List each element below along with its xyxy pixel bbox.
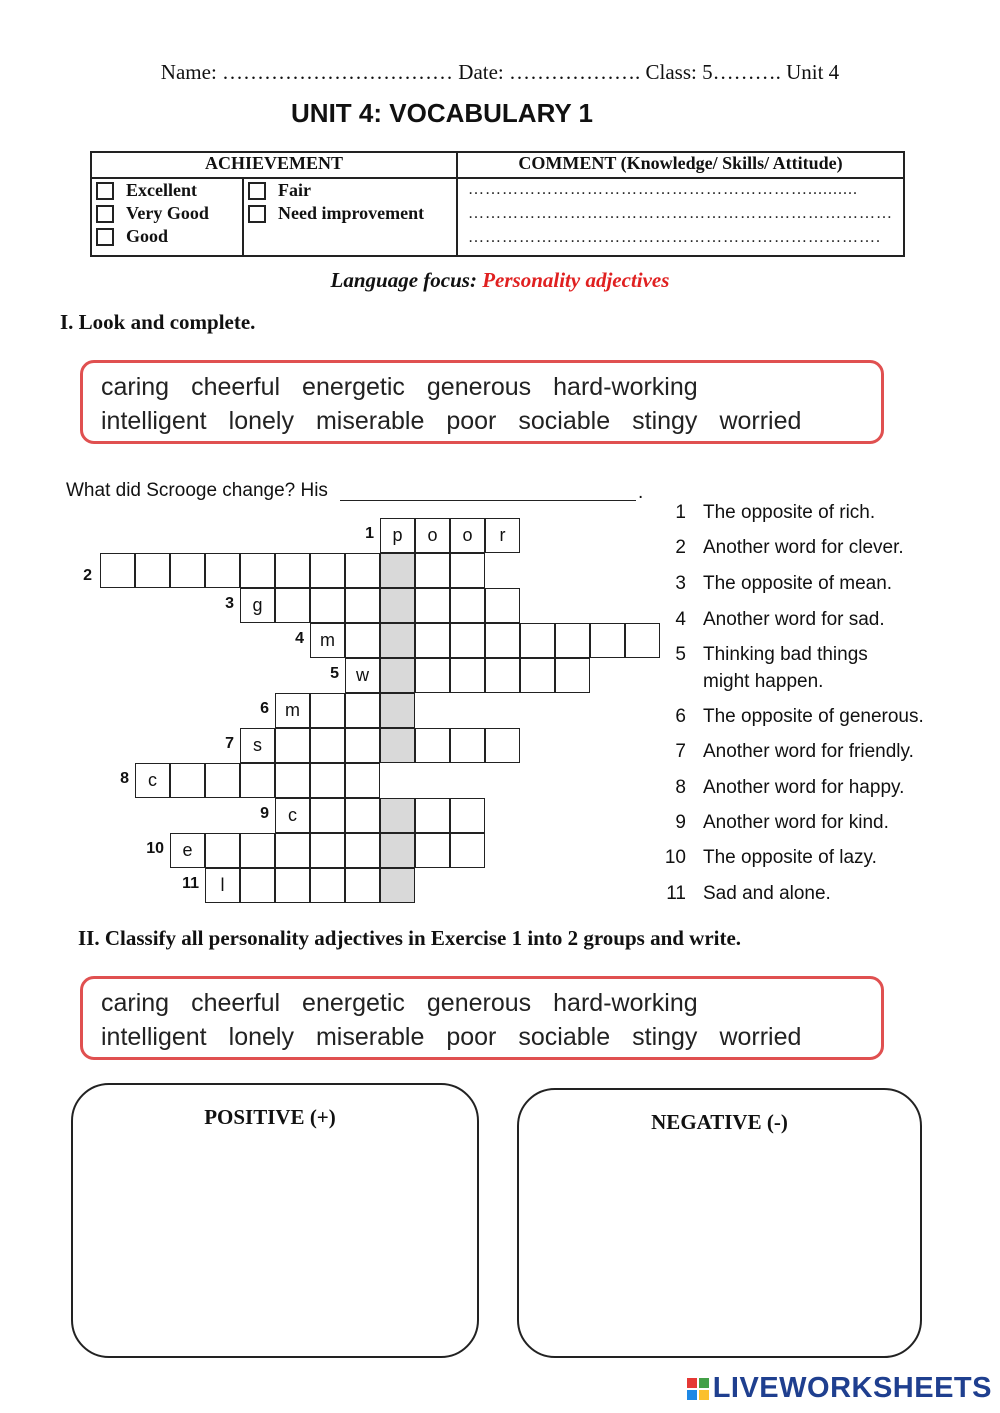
crossword-row-number: 5 <box>330 665 339 682</box>
crossword-row-number: 8 <box>120 770 129 787</box>
option-excellent[interactable]: Excellent <box>96 179 236 202</box>
crossword-cell[interactable] <box>275 868 310 903</box>
crossword-cell[interactable] <box>520 623 555 658</box>
crossword-cell[interactable] <box>310 588 345 623</box>
crossword-cell[interactable] <box>450 833 485 868</box>
comment-header: COMMENT (Knowledge/ Skills/ Attitude) <box>457 152 904 178</box>
crossword-cell[interactable] <box>345 833 380 868</box>
positive-title: POSITIVE (+) <box>204 1105 336 1129</box>
liveworksheets-logo <box>687 1372 992 1405</box>
crossword-cell[interactable] <box>345 868 380 903</box>
option-need-improvement[interactable]: Need improvement <box>248 202 450 225</box>
clue-number: 11 <box>666 883 686 904</box>
crossword-cell[interactable] <box>520 658 555 693</box>
negative-box[interactable] <box>517 1088 922 1358</box>
crossword-cell[interactable] <box>310 763 345 798</box>
crossword-cell[interactable] <box>485 728 520 763</box>
crossword-row-number: 11 <box>182 875 199 892</box>
crossword-cell[interactable] <box>380 868 415 903</box>
page-title: UNIT 4: VOCABULARY 1 <box>291 98 593 128</box>
crossword-cell[interactable] <box>415 588 450 623</box>
crossword-cell[interactable] <box>345 553 380 588</box>
crossword-cell[interactable]: s <box>240 728 275 763</box>
crossword-cell[interactable] <box>485 623 520 658</box>
crossword-cell[interactable] <box>275 553 310 588</box>
clue-text: Another word for kind. <box>703 812 889 833</box>
clue-text: Another word for friendly. <box>703 741 914 762</box>
clue-number: 6 <box>675 706 686 727</box>
clue-number: 9 <box>675 812 686 833</box>
word: stingy <box>632 1023 698 1051</box>
crossword-cell[interactable]: c <box>275 798 310 833</box>
crossword-cell[interactable] <box>275 833 310 868</box>
section2-heading: II. Classify all personality adjectives in Exercise 1 into 2 groups and write. <box>78 926 742 950</box>
word: lonely <box>228 407 294 435</box>
clue-text: The opposite of lazy. <box>703 847 877 868</box>
crossword-cell[interactable] <box>205 553 240 588</box>
crossword-cell[interactable] <box>415 728 450 763</box>
language-focus <box>0 268 1000 293</box>
crossword-cell[interactable] <box>555 658 590 693</box>
crossword-cell[interactable] <box>450 728 485 763</box>
word-bank-row <box>101 1020 881 1054</box>
word: energetic <box>302 989 405 1017</box>
crossword-row-number: 10 <box>146 840 164 857</box>
crossword-cell[interactable] <box>380 553 415 588</box>
clue-number: 10 <box>664 847 686 868</box>
clue-text: might happen. <box>703 671 824 692</box>
crossword-cell[interactable]: p <box>380 518 415 553</box>
logo-text: LIVEWORKSHEETS <box>712 1372 992 1404</box>
clue-number: 2 <box>675 537 686 558</box>
word: stingy <box>632 407 698 435</box>
crossword-cell[interactable] <box>415 553 450 588</box>
student-info-line: Name: …………………………… Date: ………………. Class: 5………. Unit 4 <box>160 60 840 84</box>
crossword-cell[interactable] <box>345 763 380 798</box>
crossword-row-number: 7 <box>225 735 234 752</box>
word: miserable <box>315 1023 425 1051</box>
word: sociable <box>518 1023 611 1051</box>
crossword-cell[interactable] <box>415 623 450 658</box>
word: generous <box>426 373 532 401</box>
word: cheerful <box>191 989 281 1017</box>
word-bank-row <box>101 986 881 1020</box>
word: intelligent <box>101 1023 207 1051</box>
clue-number: 4 <box>675 609 686 630</box>
clue-number: 1 <box>675 502 686 523</box>
crossword-row-number: 3 <box>225 595 234 612</box>
word: caring <box>101 989 170 1017</box>
crossword-cell[interactable] <box>100 553 135 588</box>
crossword-row-number: 2 <box>83 567 92 584</box>
word: poor <box>446 407 497 435</box>
clue-text: Another word for happy. <box>703 777 905 798</box>
crossword-cell[interactable] <box>450 588 485 623</box>
option-fair[interactable]: Fair <box>248 179 450 202</box>
crossword-cell[interactable] <box>380 833 415 868</box>
clue-text: The opposite of rich. <box>703 502 876 523</box>
clue-text: Another word for sad. <box>703 609 885 630</box>
crossword-cell[interactable] <box>275 728 310 763</box>
clue-number: 8 <box>675 777 686 798</box>
crossword-cell[interactable] <box>380 693 415 728</box>
crossword-cell[interactable]: g <box>240 588 275 623</box>
word-bank-1 <box>80 360 884 444</box>
crossword-cell[interactable] <box>205 833 240 868</box>
crossword-cell[interactable] <box>450 658 485 693</box>
checkbox[interactable] <box>248 205 266 223</box>
crossword-cell[interactable] <box>345 728 380 763</box>
word: lonely <box>228 1023 294 1051</box>
crossword-cell[interactable] <box>275 588 310 623</box>
crossword-row-number: 1 <box>365 525 374 542</box>
crossword-row-number: 4 <box>295 630 304 647</box>
word-bank-2 <box>80 976 884 1060</box>
word: hard-working <box>553 989 698 1017</box>
language-focus-value: Personality adjectives <box>482 268 670 292</box>
clue-text: The opposite of generous. <box>703 706 924 727</box>
section1-heading: I. Look and complete. <box>60 310 256 334</box>
crossword-cell[interactable] <box>240 833 275 868</box>
comment-line[interactable]: …………………………………………………….......... <box>468 181 858 198</box>
crossword-cell[interactable] <box>240 868 275 903</box>
word: miserable <box>315 407 425 435</box>
checkbox[interactable] <box>248 182 266 200</box>
word-bank-row <box>101 404 881 438</box>
crossword-cell[interactable] <box>310 798 345 833</box>
word: generous <box>426 989 532 1017</box>
crossword-cell[interactable] <box>380 658 415 693</box>
clue-text: The opposite of mean. <box>703 573 893 594</box>
word: cheerful <box>191 373 281 401</box>
crossword-cell[interactable] <box>590 623 625 658</box>
word: caring <box>101 373 170 401</box>
language-focus-label: Language focus: <box>330 268 477 292</box>
comment-line[interactable]: ………………………………………………………………. <box>468 229 881 246</box>
word: poor <box>446 1023 497 1051</box>
crossword-cell[interactable] <box>380 623 415 658</box>
achievement-table <box>90 151 905 257</box>
crossword-cell[interactable]: e <box>170 833 205 868</box>
crossword-cell[interactable]: l <box>205 868 240 903</box>
crossword-cell[interactable] <box>345 798 380 833</box>
crossword-cell[interactable]: m <box>275 693 310 728</box>
word: hard-working <box>553 373 698 401</box>
crossword-cell[interactable] <box>380 798 415 833</box>
crossword-cell[interactable] <box>135 553 170 588</box>
achievement-header: ACHIEVEMENT <box>91 152 457 178</box>
crossword-cell[interactable] <box>450 623 485 658</box>
crossword-cell[interactable] <box>310 833 345 868</box>
option-good[interactable]: Good <box>96 225 236 248</box>
crossword-row-number: 9 <box>260 805 269 822</box>
crossword-cell[interactable] <box>205 763 240 798</box>
crossword-cell[interactable] <box>170 763 205 798</box>
comment-line[interactable]: ………………………………………………………………… <box>468 205 893 222</box>
option-very-good[interactable]: Very Good <box>96 202 236 225</box>
word-bank-row <box>101 370 881 404</box>
crossword-cell[interactable]: o <box>450 518 485 553</box>
crossword-cell[interactable] <box>310 728 345 763</box>
crossword-cell[interactable]: o <box>415 518 450 553</box>
clue-text: Sad and alone. <box>703 883 831 904</box>
word: intelligent <box>101 407 207 435</box>
crossword-cell[interactable] <box>415 833 450 868</box>
clue-text: Another word for clever. <box>703 537 904 558</box>
crossword-cell[interactable]: w <box>345 658 380 693</box>
crossword-cell[interactable] <box>240 763 275 798</box>
positive-box[interactable] <box>71 1083 479 1358</box>
word: energetic <box>302 373 405 401</box>
logo-icon <box>687 1378 709 1400</box>
crossword-cell[interactable] <box>345 588 380 623</box>
crossword-cell[interactable] <box>275 763 310 798</box>
answer-line[interactable] <box>340 500 636 501</box>
checkbox[interactable] <box>96 182 114 200</box>
clue-number: 5 <box>675 644 686 665</box>
word: sociable <box>518 407 611 435</box>
crossword-cell[interactable] <box>450 553 485 588</box>
crossword-cell[interactable] <box>310 693 345 728</box>
clue-number: 7 <box>675 741 686 762</box>
negative-title: NEGATIVE (-) <box>651 1110 788 1134</box>
checkbox[interactable] <box>96 228 114 246</box>
crossword-cell[interactable] <box>310 868 345 903</box>
question-end: . <box>638 482 644 503</box>
crossword-cell[interactable] <box>415 658 450 693</box>
crossword-cell[interactable] <box>380 588 415 623</box>
crossword-cell[interactable] <box>450 798 485 833</box>
crossword-cell[interactable] <box>345 693 380 728</box>
crossword-cell[interactable]: m <box>310 623 345 658</box>
word: worried <box>719 407 802 435</box>
crossword-cell[interactable] <box>625 623 660 658</box>
crossword-cell[interactable] <box>555 623 590 658</box>
crossword-cell[interactable] <box>240 553 275 588</box>
clue-text: Thinking bad things <box>703 644 868 665</box>
crossword-cell[interactable] <box>485 658 520 693</box>
crossword-cell[interactable] <box>170 553 205 588</box>
crossword-cell[interactable] <box>485 588 520 623</box>
clue-number: 3 <box>675 573 686 594</box>
crossword-cell[interactable] <box>345 623 380 658</box>
crossword-cell[interactable] <box>310 553 345 588</box>
checkbox[interactable] <box>96 205 114 223</box>
word: worried <box>719 1023 802 1051</box>
crossword-row-number: 6 <box>260 700 269 717</box>
crossword-cell[interactable] <box>415 798 450 833</box>
crossword-cell[interactable] <box>380 728 415 763</box>
scrooge-question: What did Scrooge change? His <box>66 480 328 501</box>
crossword-cell[interactable]: r <box>485 518 520 553</box>
crossword-cell[interactable]: c <box>135 763 170 798</box>
